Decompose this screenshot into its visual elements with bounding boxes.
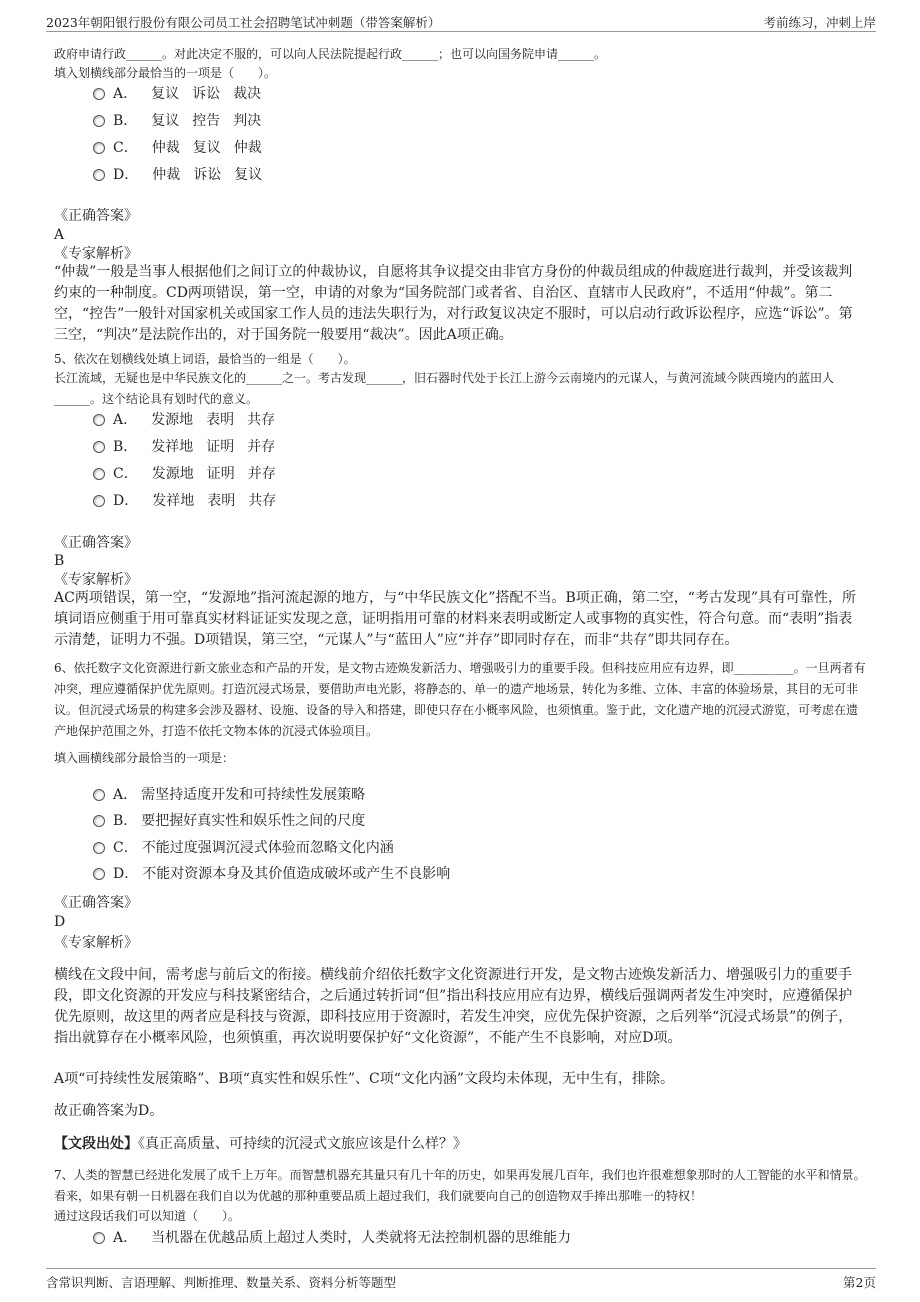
q5-stem: 5、依次在划横线处填上词语，最恰当的一组是（ ）。	[54, 352, 356, 366]
q7-option-a[interactable]: A． 当机器在优越品质上超过人类时，人类就将无法控制机器的思维能力	[93, 1226, 571, 1250]
radio-icon[interactable]	[93, 1232, 105, 1244]
q5-analysis: AC两项错误，第一空，“发源地”指河流起源的地方，与“中华民族文化”搭配不当。B项正确，第二空，“考古发现”具有可靠性，所填词语应侧重于用可靠真实材料证证实发现之意，证明指用可靠的材料来表明或断定人或事物的真实性，符合句意。而“表明”指表示清楚，证明力不强。D项错误，第三空，“元谋人”与“蓝田人”应“并存”即同时存在，而非“共存”即共同存在。	[54, 590, 857, 648]
q4-answer: A	[54, 227, 65, 243]
q4-answer-label: 《正确答案》	[54, 208, 138, 224]
q4-option-a[interactable]: A． 复议 诉讼 裁决	[93, 82, 274, 106]
q5-passage: 长江流域，无疑也是中华民族文化的______之一。考古发现______，旧石器时代处于长江上游今云南境内的元谋人，与黄河流域今陕西境内的蓝田人______。这个结论具有划时代的意义。	[54, 371, 835, 406]
q6-prompt: 填入画横线部分最恰当的一项是：	[54, 751, 235, 765]
q6-option-a[interactable]: A． 需坚持适度开发和可持续性发展策略	[93, 783, 365, 807]
q4-option-c[interactable]: C． 仲裁 复议 仲裁	[93, 136, 275, 160]
radio-icon[interactable]	[93, 842, 105, 854]
q4-prompt: 填入划横线部分最恰当的一项是（ ）。	[54, 66, 277, 80]
q6-source	[54, 1134, 866, 1155]
q7-prompt: 通过这段话我们可以知道（ ）。	[54, 1209, 241, 1223]
q5-answer: B	[54, 553, 65, 569]
q5-option-c[interactable]: C． 发源地 证明 并存	[93, 462, 289, 486]
radio-icon[interactable]	[93, 414, 105, 426]
q6-analysis-p1: 横线在文段中间，需考虑与前后文的衔接。横线前介绍依托数字文化资源进行开发，是文物古迹焕发新活力、增强吸引力的重要手段，即文化资源的开发应与科技紧密结合，之后通过转折词“但”指出科技应用应有边界，横线后强调两者发生冲突时，应遵循保护优先原则，故这里的两者应是科技与资源，即科技应用于资源时，若发生冲突，应优先保护资源，之后列举“沉浸式场景”的例子，指出就算存在小概率风险，也须慎重，再次说明要保护好“文化资源”，不能产生不良影响，对应D项。	[54, 967, 853, 1046]
q5-answer-label: 《正确答案》	[54, 535, 138, 551]
q4-option-d[interactable]: D． 仲裁 诉讼 复议	[93, 163, 275, 187]
q4-analysis: “仲裁”一般是当事人根据他们之间订立的仲裁协议，自愿将其争议提交由非官方身份的仲裁员组成的仲裁庭进行裁判，并受该裁判约束的一种制度。CD两项错误，第一空，申请的对象为“国务院部门或者省、自治区、直辖市人民政府”，不适用“仲裁”。第二空，“控告”一般针对国家机关或国家工作人员的违法失职行为，对行政复议决定不服时，可以启动行政诉讼程序，应选“诉讼”。第三空，“判决”是法院作出的，对于国务院一般要用“裁决”。因此A项正确。	[54, 264, 853, 343]
q6-answer-label: 《正确答案》	[54, 895, 138, 911]
q6-analysis-p2: A项“可持续性发展策略”、B项“真实性和娱乐性”、C项“文化内涵”文段均未体现，无中生有，排除。	[54, 1071, 675, 1087]
page-number: 第2页	[843, 1275, 876, 1290]
radio-icon[interactable]	[93, 495, 105, 507]
q6-option-d[interactable]: D． 不能对资源本身及其价值造成破坏或产生不良影响	[93, 862, 450, 886]
radio-icon[interactable]	[93, 169, 105, 181]
q5-option-b[interactable]: B． 发祥地 证明 并存	[93, 435, 288, 459]
q6-stem: 6、依托数字文化资源进行新文旅业态和产品的开发，是文物古迹焕发新活力、增强吸引力的重要手段。但科技应用应有边界，即__________。一旦两者有冲突，理应遵循保护优先原则。打造沉浸式场景，要借助声电光影，将静态的、单一的遗产地场景，转化为多维、立体、丰富的体验场景，其目的无可非议。但沉浸式场景的构建多会涉及器材、设施、设备的导入和搭建，即使只存在小概率风险，也须慎重。鉴于此，文化遗产地的沉浸式游览，可考虑在遗产地保护范围之外，打造不依托文物本体的沉浸式体验项目。	[54, 661, 866, 738]
q6-option-b[interactable]: B． 要把握好真实性和娱乐性之间的尺度	[93, 809, 365, 833]
q6-option-c[interactable]: C． 不能过度强调沉浸式体验而忽略文化内涵	[93, 836, 394, 860]
source-label: 【文段出处】	[54, 1136, 138, 1152]
q4-stem-tail: 政府申请行政______。对此决定不服的，可以向人民法院提起行政______；也可以向国务院申请______。	[54, 47, 607, 61]
radio-icon[interactable]	[93, 115, 105, 127]
q6-analysis-p3: 故正确答案为D。	[54, 1103, 164, 1119]
radio-icon[interactable]	[93, 868, 105, 880]
q6-answer: D	[54, 914, 66, 930]
document-title: 2023年朝阳银行股份有限公司员工社会招聘笔试冲刺题（带答案解析）	[46, 15, 441, 30]
source-title: 《真正高质量、可持续的沉浸式文旅应该是什么样？》	[138, 1136, 467, 1152]
radio-icon[interactable]	[93, 815, 105, 827]
q5-option-d[interactable]: D． 发祥地 表明 共存	[93, 489, 289, 513]
q5-option-a[interactable]: A． 发源地 表明 共存	[93, 408, 288, 432]
q7-stem: 7、人类的智慧已经进化发展了成千上万年。而智慧机器充其量只有几十年的历史，如果再发展几百年，我们也许很难想象那时的人工智能的水平和情景。看来，如果有朝一日机器在我们自以为优越的那种重要品质上超过我们，我们就要向自己的创造物双手捧出那唯一的特权！	[54, 1168, 866, 1203]
q4-option-b[interactable]: B． 复议 控告 判决	[93, 109, 274, 133]
q4-analysis-label: 《专家解析》	[54, 246, 138, 262]
header-slogan: 考前练习，冲刺上岸	[763, 15, 876, 30]
footer-categories: 含常识判断、言语理解、判断推理、数量关系、资料分析等题型	[46, 1275, 397, 1290]
radio-icon[interactable]	[93, 789, 105, 801]
q5-analysis-label: 《专家解析》	[54, 572, 138, 588]
page-header	[46, 10, 876, 32]
radio-icon[interactable]	[93, 468, 105, 480]
q6-analysis-label: 《专家解析》	[54, 935, 138, 951]
radio-icon[interactable]	[93, 142, 105, 154]
page-footer	[46, 1268, 876, 1290]
radio-icon[interactable]	[93, 441, 105, 453]
radio-icon[interactable]	[93, 88, 105, 100]
